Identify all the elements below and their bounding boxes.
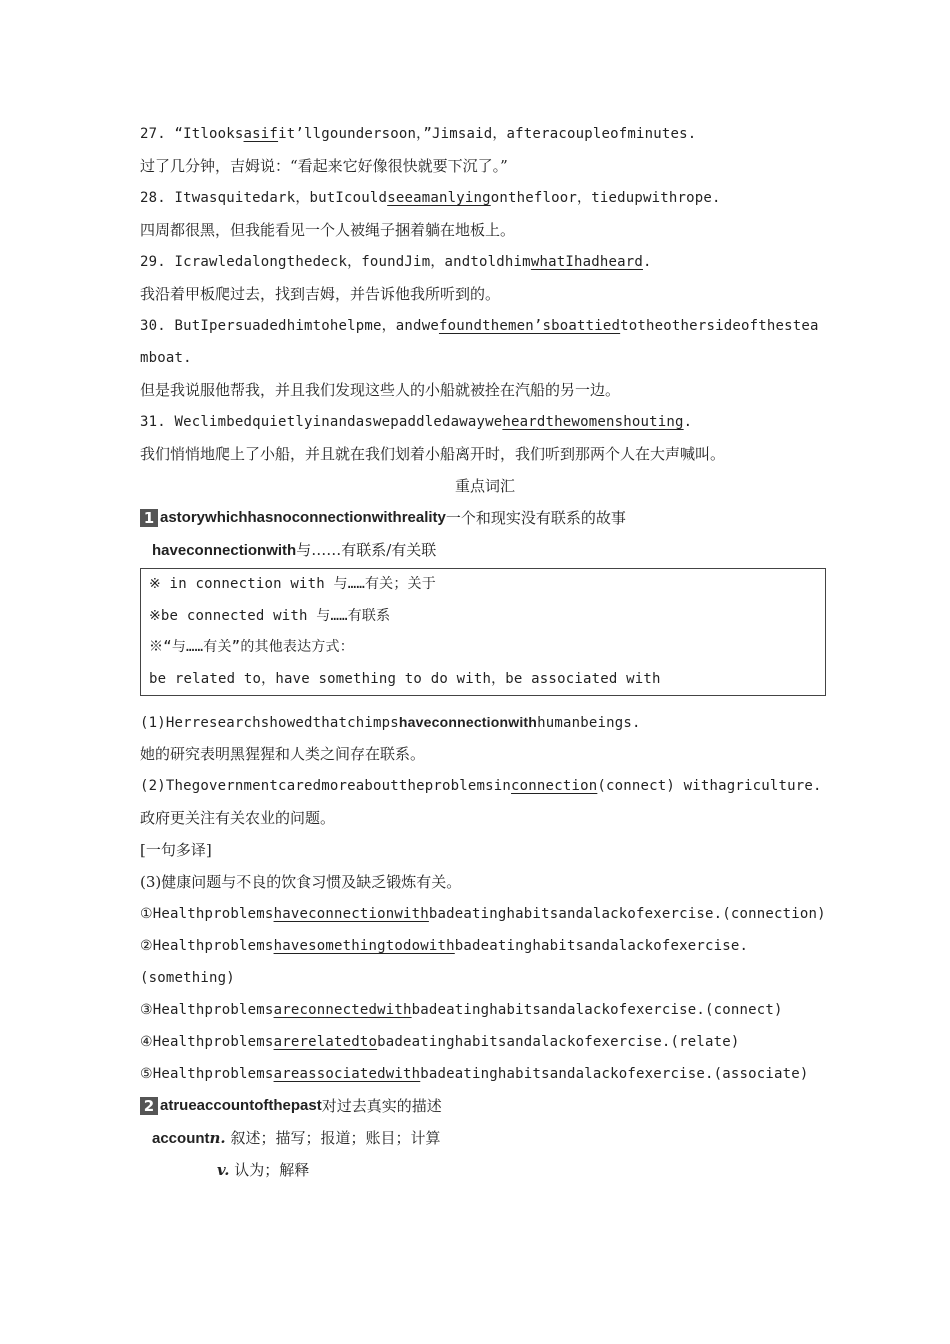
sentence-31-en	[140, 406, 830, 438]
example-3-cn: (3)健康问题与不良的饮食习惯及缺乏锻炼有关。	[140, 873, 462, 891]
sentence-27-cn: 过了几分钟，吉姆说：“看起来它好像很快就要下沉了。”	[140, 157, 508, 175]
vocab-phrase-cn: 一个和现实没有联系的故事	[445, 509, 626, 527]
sentence-30-en	[140, 310, 830, 342]
text: ④Healthproblems	[140, 1034, 274, 1050]
item-number-badge: 1	[140, 509, 158, 527]
example-1-cn: 她的研究表明黑猩猩和人类之间存在联系。	[140, 745, 426, 763]
text: (1)Herresearchshowedthatchimps	[140, 715, 399, 731]
text: badeatinghabitsandalackofexercise.(connection)	[428, 906, 826, 922]
vocab-item-2	[140, 1090, 830, 1122]
text: totheothersideofthestea	[620, 318, 819, 334]
text: ①Healthproblems	[140, 906, 274, 922]
vocab-phrase: atrueaccountofthepast	[160, 1097, 322, 1114]
text: ②Healthproblems	[140, 938, 274, 954]
headword: account	[152, 1130, 210, 1147]
box-line-2: ※be connected with 与……有联系	[149, 607, 391, 624]
sentence-29-cn: 我沿着甲板爬过去，找到吉姆，并告诉他我所听到的。	[140, 285, 501, 303]
underlined-answer: connection	[511, 778, 598, 794]
underlined-phrase: foundthemen’sboattied	[438, 318, 621, 334]
section-title: 重点词汇	[454, 477, 515, 495]
meaning: 叙述；描写；报道；账目；计算	[230, 1129, 441, 1147]
sentence-27-en	[140, 118, 830, 150]
translation-5	[140, 1058, 830, 1090]
underlined-phrase: heardthewomenshouting	[502, 414, 684, 430]
text: 28. Itwasquitedark，butIcould	[140, 190, 388, 206]
translation-2	[140, 930, 830, 962]
part-of-speech: v.	[217, 1161, 230, 1179]
document-page	[140, 118, 830, 1186]
underlined-answer: haveconnectionwith	[273, 906, 429, 922]
vocab-item-1	[140, 502, 830, 534]
sentence-28-en	[140, 182, 830, 214]
text: badeatinghabitsandalackofexercise.(associate)	[420, 1066, 809, 1082]
word-definition-verb	[140, 1154, 830, 1186]
underlined-answer: areconnectedwith	[273, 1002, 412, 1018]
text: 29. Icrawledalongthedeck，foundJim，andtoldhim	[140, 254, 531, 270]
bold-phrase: haveconnectionwith	[398, 714, 538, 730]
text: badeatinghabitsandalackofexercise.	[454, 938, 749, 954]
text: badeatinghabitsandalackofexercise.(relate)	[377, 1034, 740, 1050]
sentence-29-en	[140, 246, 830, 278]
vocab-subphrase	[140, 534, 830, 566]
sentence-30-en-cont: mboat.	[140, 350, 192, 366]
sentence-28-cn: 四周都很黑，但我能看见一个人被绳子捆着躺在地板上。	[140, 221, 516, 239]
underlined-phrase: seeamanlying	[387, 190, 491, 206]
text: badeatinghabitsandalackofexercise.(connect)	[411, 1002, 783, 1018]
example-2-en	[140, 770, 830, 802]
example-2-cn: 政府更关注有关农业的问题。	[140, 809, 336, 827]
vocab-phrase-cn: 对过去真实的描述	[321, 1097, 442, 1115]
text: .	[643, 254, 652, 270]
translation-3	[140, 994, 830, 1026]
underlined-answer: arerelatedto	[273, 1034, 378, 1050]
meaning: 认为；解释	[234, 1161, 310, 1179]
underlined-phrase: asif	[243, 126, 279, 142]
text: 30. ButIpersuadedhimtohelpme，andwe	[140, 318, 439, 334]
item-number-badge: 2	[140, 1097, 158, 1115]
sentence-31-cn: 我们悄悄地爬上了小船，并且就在我们划着小船离开时，我们听到那两个人在大声喊叫。	[140, 445, 726, 463]
text: (2)Thegovernmentcaredmoreabouttheproblemsin	[140, 778, 512, 794]
text: 27. “Itlooks	[140, 126, 244, 142]
text: .	[683, 414, 693, 430]
underlined-phrase: whatIhadheard	[530, 254, 643, 270]
part-of-speech: n.	[209, 1129, 226, 1147]
subphrase-en: haveconnectionwith	[152, 542, 297, 559]
text: humanbeings.	[537, 715, 641, 731]
box-line-3: ※“与……有关”的其他表达方式：	[149, 639, 354, 655]
translation-2-cont: (something)	[140, 970, 235, 986]
text: onthefloor，tiedupwithrope.	[490, 190, 721, 206]
underlined-answer: havesomethingtodowith	[273, 938, 455, 954]
subphrase-cn: 与……有联系/有关联	[296, 541, 437, 559]
translation-4	[140, 1026, 830, 1058]
text: ③Healthproblems	[140, 1002, 274, 1018]
underlined-answer: areassociatedwith	[273, 1066, 421, 1082]
multi-translation-label: [一句多译]	[140, 841, 212, 859]
usage-note-box	[140, 568, 826, 696]
sentence-30-cn: 但是我说服他帮我，并且我们发现这些人的小船就被拴在汽船的另一边。	[140, 381, 621, 399]
box-line-1: ※ in connection with 与……有关；关于	[149, 576, 436, 592]
text: 31. Weclimbedquietlyinandaswepaddledawaywe	[140, 414, 503, 430]
text: it’llgoundersoon，”Jimsaid，afteracoupleofminutes.	[278, 126, 697, 142]
vocab-phrase: astorywhichhasnoconnectionwithreality	[160, 509, 446, 526]
example-1-en	[140, 706, 830, 738]
word-definition-noun	[140, 1122, 830, 1154]
translation-1	[140, 898, 830, 930]
box-line-4: be related to，have something to do with，be associated with	[149, 670, 661, 687]
text: (connect) withagriculture.	[597, 778, 822, 794]
text: ⑤Healthproblems	[140, 1066, 274, 1082]
